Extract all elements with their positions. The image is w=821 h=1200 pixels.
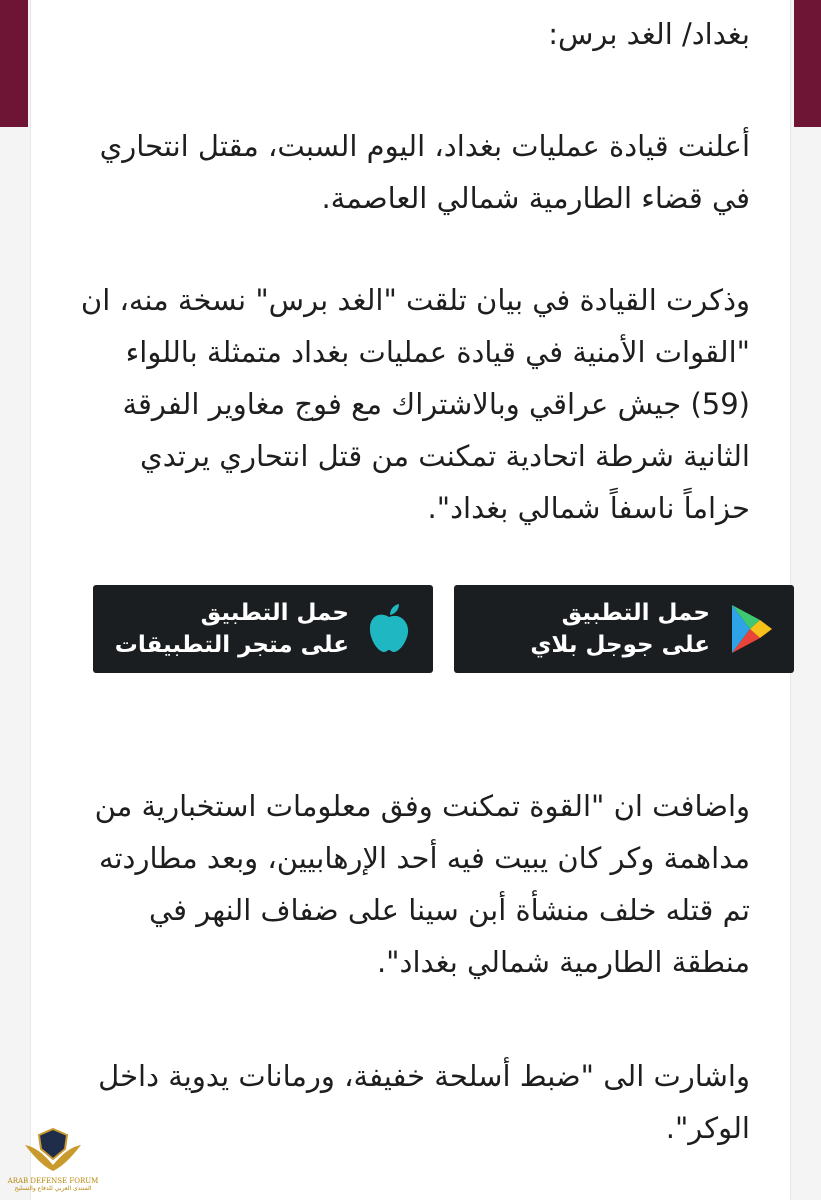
paragraph-3: واضافت ان "القوة تمكنت وفق معلومات استخبارية من مداهمة وكر كان يبيت فيه أحد الإرهابيين، وبعد مطاردته تم قتله خلف منشأة أبن سينا على ضفاف النهر في منطقة الطارمية شمالي بغداد".	[94, 789, 750, 979]
apple-button-line2: على متجر التطبيقات	[114, 632, 349, 658]
eagle-logo-icon	[23, 1125, 83, 1173]
apple-icon	[359, 599, 419, 659]
watermark-text: ARAB DEFENSE FORUM	[7, 1177, 99, 1185]
google-button-line1: حمل التطبيق	[561, 600, 710, 626]
right-accent-bar	[794, 0, 821, 127]
google-play-icon	[720, 599, 780, 659]
google-button-line2: على جوجل بلاي	[530, 632, 710, 658]
left-accent-bar	[0, 0, 28, 127]
app-store-download-button[interactable]	[93, 585, 433, 673]
paragraph-1: أعلنت قيادة عمليات بغداد، اليوم السبت، مقتل انتحاري في قضاء الطارمية شمالي العاصمة.	[99, 129, 750, 215]
dateline: بغداد/ الغد برس:	[548, 17, 750, 51]
google-play-download-button[interactable]	[454, 585, 794, 673]
article-body	[30, 0, 791, 1200]
paragraph-2: وذكرت القيادة في بيان تلقت "الغد برس" نسخة منه، ان "القوات الأمنية في قيادة عمليات بغداد متمثلة باللواء (59) جيش عراقي وبالاشتراك مع فوج مغاوير الفرقة الثانية شرطة اتحادية تمكنت من قتل انتحاري يرتدي حزاماً ناسفاً شمالي بغداد".	[80, 283, 750, 525]
watermark-subtext: المنتدى العربي للدفاع والتسليح	[14, 1185, 92, 1192]
paragraph-4: واشارت الى "ضبط أسلحة خفيفة، ورمانات يدوية داخل الوكر".	[98, 1059, 750, 1145]
apple-button-text	[115, 597, 349, 661]
forum-watermark	[4, 1125, 102, 1197]
google-button-text	[530, 597, 710, 661]
apple-button-line1: حمل التطبيق	[200, 600, 349, 626]
